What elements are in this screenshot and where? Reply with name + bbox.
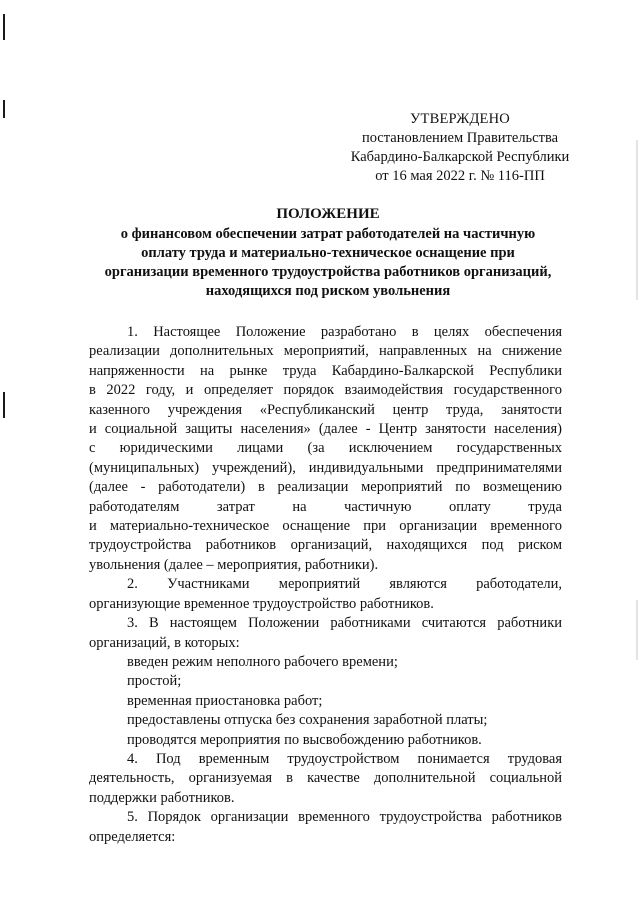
- paragraph-1-line: увольнения (далее – мероприятия, работники).: [89, 556, 379, 573]
- scan-edge-mark: [3, 392, 5, 418]
- approval-stamp: УТВЕРЖДЕНО: [410, 111, 510, 127]
- paragraph-2-line: организующие временное трудоустройство работников.: [89, 595, 434, 612]
- document-body: [89, 323, 562, 847]
- list-item: предоставлены отпуска без сохранения заработной платы;: [127, 712, 488, 729]
- list-item: простой;: [127, 673, 182, 690]
- document-subtitle-line: организации временного трудоустройства работников организаций,: [104, 264, 552, 280]
- paragraph-1-line: в 2022 году, и определяет порядок взаимодействия государственного: [89, 382, 562, 399]
- document-title: ПОЛОЖЕНИЕ: [276, 206, 380, 222]
- paragraph-5-line: определяется:: [89, 828, 176, 845]
- paragraph-3-line: организаций, в которых:: [89, 634, 240, 651]
- paragraph-4-line: 4. Под временным трудоустройством понимается трудовая: [127, 750, 562, 767]
- approval-line: постановлением Правительства: [361, 130, 559, 146]
- list-item: временная приостановка работ;: [127, 692, 323, 709]
- paragraph-1-line: и материально-техническое оснащение при организации временного: [89, 518, 562, 535]
- paragraph-1-line: реализации дополнительных мероприятий, направленных на снижение: [89, 343, 562, 360]
- scan-edge-mark: [3, 100, 5, 118]
- document-heading: [68, 205, 588, 301]
- scan-edge-mark: [3, 14, 5, 40]
- paragraph-1-line: (муниципальных) учреждений), индивидуальными предпринимателями: [89, 459, 562, 476]
- paragraph-1-line: работодателям затрат на частичную оплату труда: [89, 498, 562, 515]
- approval-line: Кабардино-Балкарской Республики: [350, 149, 570, 165]
- paragraph-4-line: поддержки работников.: [89, 789, 235, 806]
- approval-date-line: от 16 мая 2022 г. № 116-ПП: [375, 168, 545, 184]
- paragraph-1-line: и социальной защиты населения» (далее - Центр занятости населения): [89, 421, 562, 438]
- document-subtitle-line: находящихся под риском увольнения: [205, 283, 451, 299]
- paragraph-3-line: 3. В настоящем Положении работниками считаются работники: [127, 615, 562, 632]
- paragraph-1-line: 1. Настоящее Положение разработано в целях обеспечения: [127, 324, 562, 340]
- paragraph-1-line: казенного учреждения «Республиканский центр труда, занятости: [89, 401, 562, 418]
- list-item: проводятся мероприятия по высвобождению работников.: [127, 731, 482, 748]
- paragraph-2-line: 2. Участниками мероприятий являются работодатели,: [127, 576, 562, 593]
- approval-block: [300, 110, 620, 186]
- scan-edge-shadow: [636, 600, 638, 660]
- paragraph-5-line: 5. Порядок организации временного трудоустройства работников: [127, 809, 562, 826]
- scan-edge-shadow: [636, 140, 638, 300]
- paragraph-1-line: (далее - работодатели) в реализации мероприятий по возмещению: [89, 479, 562, 496]
- paragraph-1-line: трудоустройства работников организаций, находящихся под риском: [89, 537, 562, 554]
- document-subtitle-line: оплату труда и материально-техническое оснащение при: [141, 245, 515, 261]
- paragraph-1-line: с юридическими лицами (за исключением государственных: [89, 440, 562, 457]
- paragraph-4-line: деятельность, организуемая в качестве дополнительной социальной: [89, 770, 562, 787]
- paragraph-1-line: напряженности на рынке труда Кабардино-Балкарской Республики: [89, 362, 562, 379]
- list-item: введен режим неполного рабочего времени;: [127, 653, 398, 670]
- document-subtitle-line: о финансовом обеспечении затрат работодателей на частичную: [120, 226, 536, 242]
